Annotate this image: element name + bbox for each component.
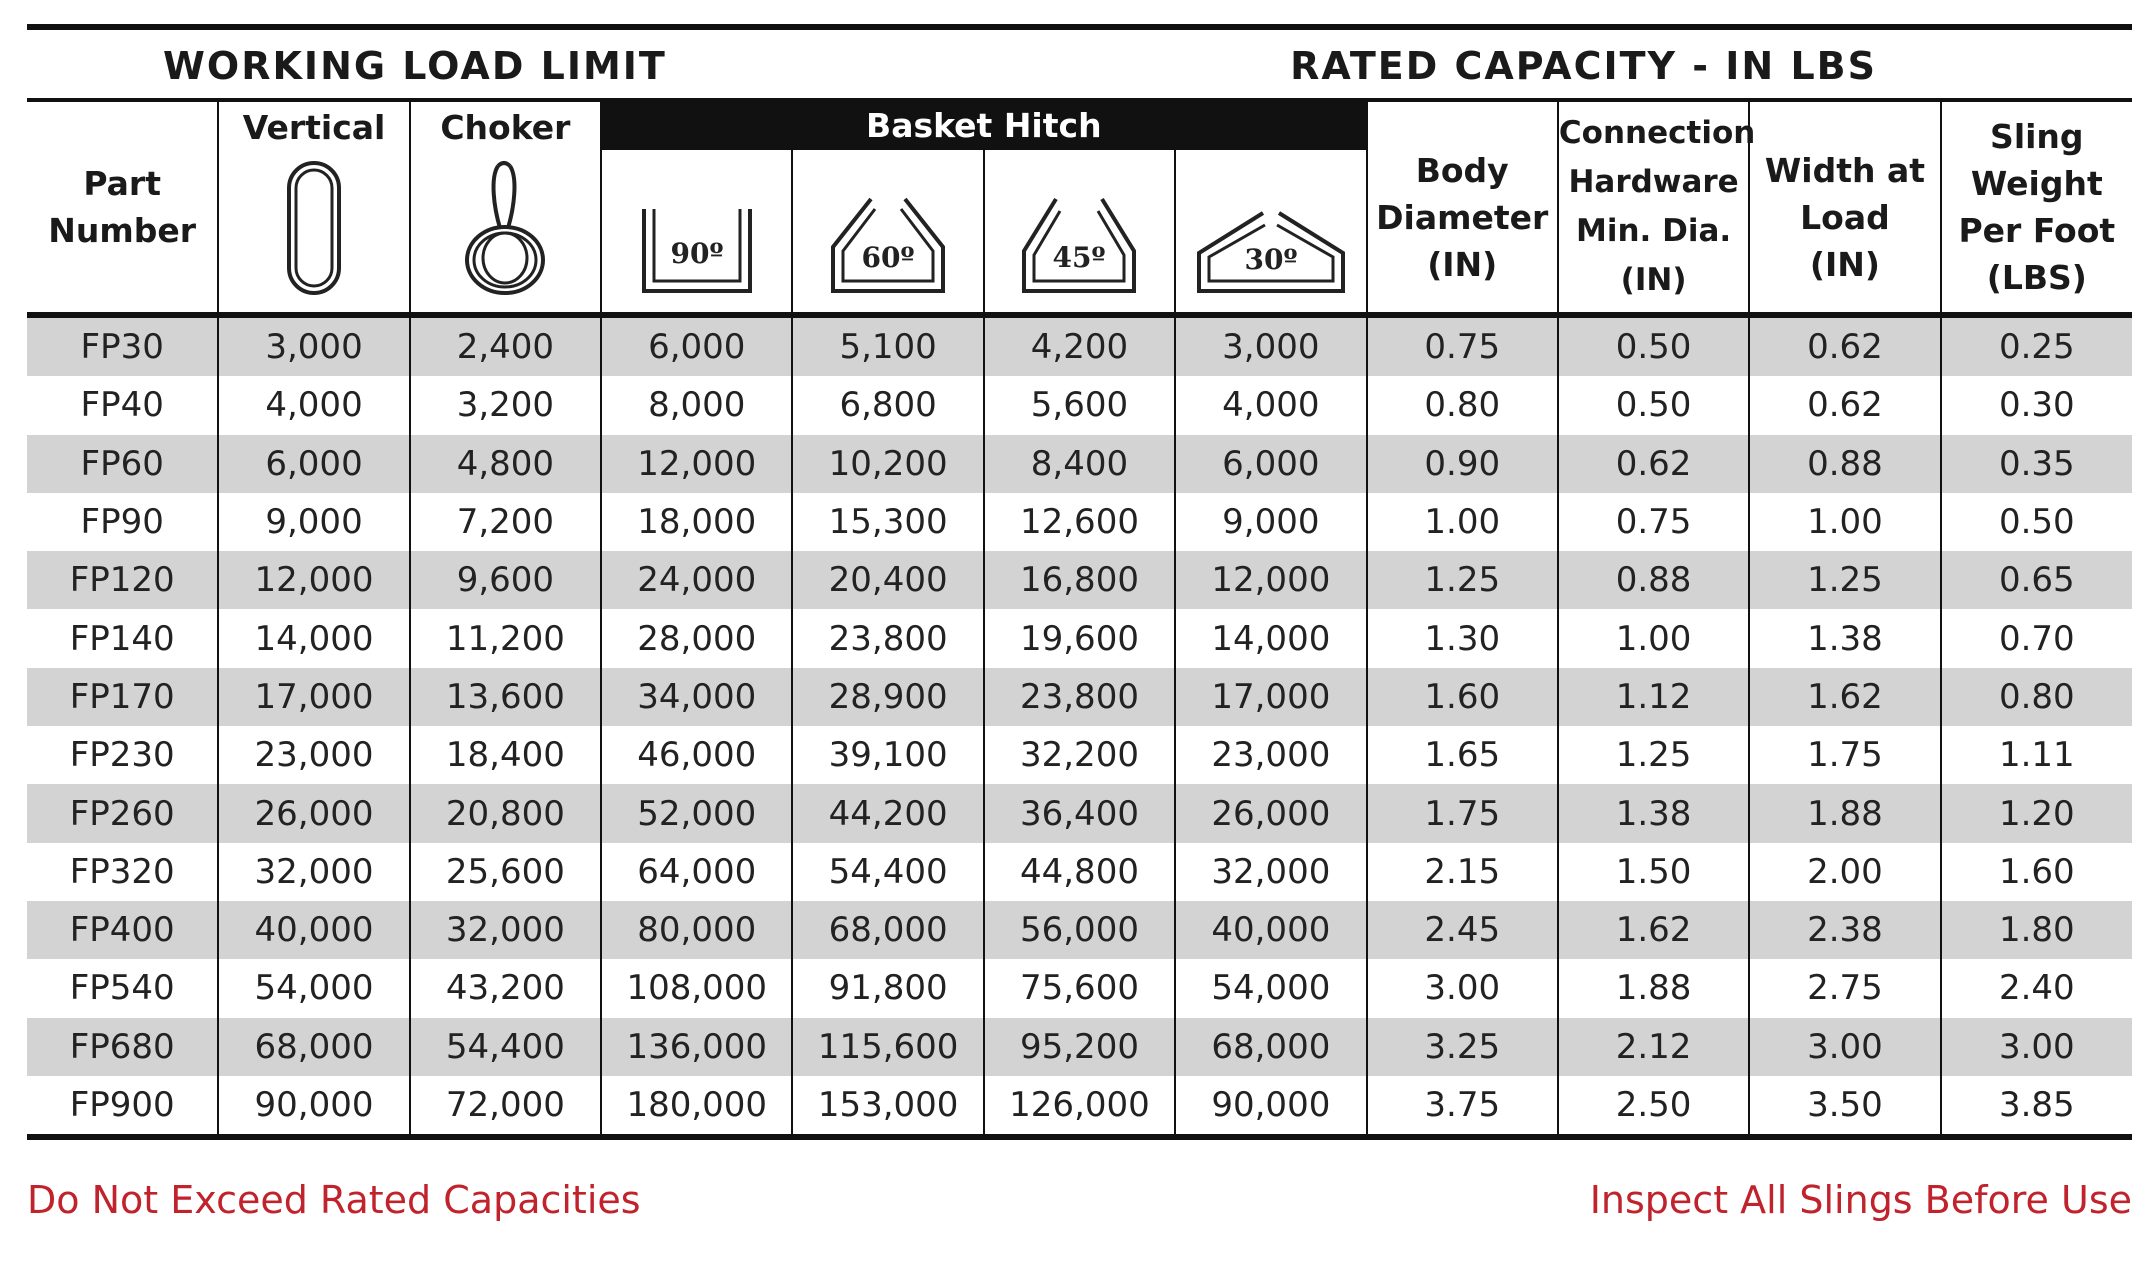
header-line: Width at (1764, 150, 1926, 190)
value-cell: 2.40 (1941, 959, 2132, 1017)
value-cell: 1.80 (1941, 901, 2132, 959)
vertical-label: Vertical (242, 108, 386, 147)
choker-loop-icon (460, 158, 550, 298)
value-cell: 68,000 (1175, 1018, 1366, 1076)
value-cell: 6,000 (601, 315, 792, 376)
value-cell: 3.00 (1367, 959, 1558, 1017)
value-cell: 1.25 (1558, 726, 1749, 784)
value-cell: 108,000 (601, 959, 792, 1017)
capacity-table (27, 102, 2132, 1140)
basket-hitch-header: Basket Hitch (601, 102, 1366, 150)
table-row (27, 843, 2132, 901)
table-row (27, 435, 2132, 493)
value-cell: 68,000 (218, 1018, 409, 1076)
value-cell: 0.65 (1941, 551, 2132, 609)
value-cell: 40,000 (218, 901, 409, 959)
value-cell: 32,000 (410, 901, 601, 959)
header-line: (LBS) (1986, 258, 2087, 297)
value-cell: 6,800 (792, 376, 983, 434)
part-number-cell: FP260 (27, 784, 218, 842)
choker-label: Choker (440, 108, 571, 147)
value-cell: 72,000 (410, 1076, 601, 1137)
value-cell: 40,000 (1175, 901, 1366, 959)
width-at-load-header (1749, 102, 1940, 315)
value-cell: 64,000 (601, 843, 792, 901)
value-cell: 1.00 (1367, 493, 1558, 551)
value-cell: 3,200 (410, 376, 601, 434)
value-cell: 180,000 (601, 1076, 792, 1137)
header-line: Min. Dia. (1576, 213, 1732, 249)
value-cell: 1.65 (1367, 726, 1558, 784)
table-row (27, 726, 2132, 784)
part-number-cell: FP30 (27, 315, 218, 376)
working-load-limit-title: WORKING LOAD LIMIT (163, 44, 667, 88)
value-cell: 2,400 (410, 315, 601, 376)
value-cell: 3.00 (1941, 1018, 2132, 1076)
value-cell: 1.25 (1749, 551, 1940, 609)
part-number-cell: FP140 (69, 618, 175, 659)
value-cell: 52,000 (601, 784, 792, 842)
value-cell: 0.80 (1941, 668, 2132, 726)
angle-label: 30º (1244, 243, 1298, 276)
value-cell: 0.25 (1941, 315, 2132, 376)
value-cell: 0.50 (1558, 315, 1749, 376)
table-row (27, 1018, 2132, 1076)
value-cell: 1.62 (1558, 901, 1749, 959)
value-cell: 136,000 (601, 1018, 792, 1076)
value-cell: 2.12 (1558, 1018, 1749, 1076)
title-row (27, 30, 2132, 98)
value-cell: 44,200 (792, 784, 983, 842)
value-cell: 39,100 (792, 726, 983, 784)
part-number-header-line: Number (48, 211, 197, 250)
value-cell: 23,800 (792, 609, 983, 667)
value-cell: 23,800 (984, 668, 1175, 726)
basket-30-header (1175, 150, 1366, 315)
table-row (27, 901, 2132, 959)
header-line: Hardware (1568, 164, 1739, 200)
header-line: (IN) (1809, 244, 1880, 284)
value-cell: 91,800 (792, 959, 983, 1017)
table-row (27, 315, 2132, 376)
value-cell: 9,000 (1175, 493, 1366, 551)
value-cell: 54,000 (1175, 959, 1366, 1017)
value-cell: 28,900 (792, 668, 983, 726)
value-cell: 26,000 (218, 784, 409, 842)
connection-hardware-header (1558, 102, 1756, 315)
vertical-header (218, 102, 409, 315)
part-number-cell: FP230 (69, 735, 175, 776)
part-number-cell: FP400 (27, 901, 218, 959)
value-cell: 12,600 (984, 493, 1175, 551)
basket-hitch-icon (823, 191, 953, 301)
part-number-cell: FP170 (27, 668, 218, 726)
value-cell: 14,000 (218, 609, 409, 667)
value-cell: 3,000 (1175, 315, 1366, 376)
value-cell: 3.25 (1367, 1018, 1558, 1076)
value-cell: 0.30 (1941, 376, 2132, 434)
part-number-cell: FP40 (80, 385, 164, 426)
value-cell: 16,800 (984, 551, 1175, 609)
body-diameter-header (1367, 102, 1558, 315)
value-cell: 54,400 (792, 843, 983, 901)
header-line: Weight (1970, 164, 2103, 203)
value-cell: 6,000 (1175, 435, 1366, 493)
part-number-header (27, 102, 218, 315)
value-cell: 18,000 (601, 493, 792, 551)
value-cell: 34,000 (601, 668, 792, 726)
value-cell: 1.60 (1367, 668, 1558, 726)
header-line: Body (1415, 150, 1509, 190)
part-number-cell: FP320 (69, 851, 175, 892)
value-cell: 68,000 (792, 901, 983, 959)
value-cell: 2.75 (1749, 959, 1940, 1017)
value-cell: 44,800 (984, 843, 1175, 901)
value-cell: 5,600 (984, 376, 1175, 434)
value-cell: 153,000 (792, 1076, 983, 1137)
value-cell: 0.88 (1558, 551, 1749, 609)
value-cell: 25,600 (410, 843, 601, 901)
value-cell: 12,000 (1175, 551, 1366, 609)
header-line: Sling (1990, 117, 2084, 156)
choker-header (410, 102, 601, 315)
value-cell: 0.62 (1749, 315, 1940, 376)
table-row (27, 668, 2132, 726)
value-cell: 8,000 (601, 376, 792, 434)
footer-warning-left: Do Not Exceed Rated Capacities (27, 1178, 641, 1222)
value-cell: 0.62 (1749, 376, 1940, 434)
value-cell: 75,600 (984, 959, 1175, 1017)
value-cell: 1.38 (1749, 609, 1940, 667)
basket-90-header (601, 150, 792, 315)
value-cell: 11,200 (410, 609, 601, 667)
angle-label: 60º (861, 241, 915, 274)
value-cell: 115,600 (792, 1018, 983, 1076)
header-line: Diameter (1376, 197, 1549, 237)
value-cell: 1.20 (1941, 784, 2132, 842)
value-cell: 0.80 (1367, 376, 1558, 434)
rating-chart (27, 24, 2132, 1140)
header-line: (IN) (1427, 244, 1498, 284)
value-cell: 2.38 (1749, 901, 1940, 959)
value-cell: 19,600 (984, 609, 1175, 667)
basket-60-header (792, 150, 983, 315)
table-row (27, 376, 2132, 434)
value-cell: 9,600 (410, 551, 601, 609)
value-cell: 28,000 (601, 609, 792, 667)
value-cell: 17,000 (1175, 668, 1366, 726)
value-cell: 0.88 (1749, 435, 1940, 493)
basket-hitch-icon (632, 191, 762, 301)
value-cell: 3,000 (218, 315, 409, 376)
value-cell: 2.00 (1749, 843, 1940, 901)
value-cell: 95,200 (984, 1018, 1175, 1076)
part-number-cell: FP60 (27, 435, 218, 493)
value-cell: 4,000 (218, 376, 409, 434)
value-cell: 3.50 (1749, 1076, 1940, 1137)
value-cell: 17,000 (218, 668, 409, 726)
value-cell: 20,800 (410, 784, 601, 842)
value-cell: 2.45 (1367, 901, 1558, 959)
table-row (27, 1076, 2132, 1137)
value-cell: 2.15 (1367, 843, 1558, 901)
basket-hitch-icon (1014, 191, 1144, 301)
header-line: Per Foot (1958, 211, 2116, 250)
table-row (27, 784, 2132, 842)
value-cell: 1.75 (1367, 784, 1558, 842)
value-cell: 23,000 (218, 726, 409, 784)
value-cell: 0.50 (1941, 493, 2132, 551)
table-row (27, 959, 2132, 1017)
basket-45-header (984, 150, 1175, 315)
value-cell: 0.75 (1367, 315, 1558, 376)
value-cell: 12,000 (218, 551, 409, 609)
value-cell: 32,000 (218, 843, 409, 901)
value-cell: 5,100 (792, 315, 983, 376)
part-number-cell: FP120 (27, 551, 218, 609)
value-cell: 12,000 (601, 435, 792, 493)
value-cell: 126,000 (984, 1076, 1175, 1137)
value-cell: 1.38 (1558, 784, 1749, 842)
value-cell: 0.90 (1367, 435, 1558, 493)
value-cell: 0.35 (1941, 435, 2132, 493)
table-row (27, 551, 2132, 609)
value-cell: 1.62 (1749, 668, 1940, 726)
value-cell: 1.25 (1367, 551, 1558, 609)
value-cell: 23,000 (1175, 726, 1366, 784)
value-cell: 32,000 (1175, 843, 1366, 901)
table-body (27, 315, 2132, 1137)
value-cell: 90,000 (218, 1076, 409, 1137)
header-line: Connection (1558, 115, 1756, 151)
value-cell: 56,000 (984, 901, 1175, 959)
part-number-cell: FP900 (27, 1076, 218, 1137)
value-cell: 3.00 (1749, 1018, 1940, 1076)
value-cell: 0.70 (1941, 609, 2132, 667)
value-cell: 0.62 (1558, 435, 1749, 493)
value-cell: 3.75 (1367, 1076, 1558, 1137)
value-cell: 1.00 (1558, 609, 1749, 667)
value-cell: 1.88 (1558, 959, 1749, 1017)
value-cell: 90,000 (1175, 1076, 1366, 1137)
value-cell: 1.11 (1941, 726, 2132, 784)
value-cell: 18,400 (410, 726, 601, 784)
rated-capacity-title: RATED CAPACITY - IN LBS (1290, 44, 1877, 88)
value-cell: 15,300 (792, 493, 983, 551)
value-cell: 0.75 (1558, 493, 1749, 551)
value-cell: 54,400 (410, 1018, 601, 1076)
footer-warning-right: Inspect All Slings Before Use (1589, 1178, 2132, 1222)
value-cell: 4,800 (410, 435, 601, 493)
value-cell: 24,000 (601, 551, 792, 609)
value-cell: 43,200 (410, 959, 601, 1017)
value-cell: 36,400 (984, 784, 1175, 842)
part-number-cell: FP540 (69, 968, 175, 1009)
value-cell: 1.30 (1367, 609, 1558, 667)
value-cell: 46,000 (601, 726, 792, 784)
value-cell: 2.50 (1558, 1076, 1749, 1137)
header-line: (IN) (1620, 262, 1687, 298)
value-cell: 3.85 (1941, 1076, 2132, 1137)
value-cell: 0.50 (1558, 376, 1749, 434)
value-cell: 6,000 (218, 435, 409, 493)
angle-label: 90º (670, 237, 724, 270)
value-cell: 4,200 (984, 315, 1175, 376)
value-cell: 8,400 (984, 435, 1175, 493)
part-number-header-line: Part (83, 164, 161, 203)
value-cell: 1.00 (1749, 493, 1940, 551)
value-cell: 10,200 (792, 435, 983, 493)
value-cell: 9,000 (218, 493, 409, 551)
value-cell: 1.75 (1749, 726, 1940, 784)
part-number-cell: FP90 (80, 502, 164, 543)
value-cell: 1.88 (1749, 784, 1940, 842)
vertical-loop-icon (284, 158, 344, 298)
value-cell: 54,000 (218, 959, 409, 1017)
table-row (27, 609, 2132, 667)
value-cell: 7,200 (410, 493, 601, 551)
angle-label: 45º (1052, 241, 1106, 274)
sling-weight-header (1941, 102, 2132, 315)
part-number-cell: FP680 (27, 1018, 218, 1076)
value-cell: 13,600 (410, 668, 601, 726)
header-line: Load (1800, 197, 1890, 237)
table-row (27, 493, 2132, 551)
value-cell: 1.12 (1558, 668, 1749, 726)
value-cell: 4,000 (1175, 376, 1366, 434)
value-cell: 14,000 (1175, 609, 1366, 667)
value-cell: 80,000 (601, 901, 792, 959)
value-cell: 32,200 (984, 726, 1175, 784)
value-cell: 1.50 (1558, 843, 1749, 901)
value-cell: 1.60 (1941, 843, 2132, 901)
basket-hitch-icon (1191, 191, 1351, 301)
value-cell: 26,000 (1175, 784, 1366, 842)
value-cell: 20,400 (792, 551, 983, 609)
